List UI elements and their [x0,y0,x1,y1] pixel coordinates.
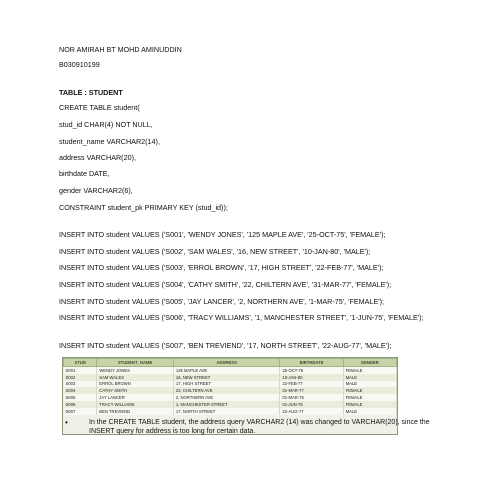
table-cell: S001 [64,367,97,374]
column-header: GENDER [343,359,396,367]
create-line: gender VARCHAR2(6), [59,186,133,195]
table-cell: 25-OCT-75 [280,367,343,374]
table-cell: 125 MAPLE AVE [173,367,280,374]
table-header-row [64,359,397,367]
insert-line: INSERT INTO student VALUES ('S003', 'ERROL BROWN', '17, HIGH STREET', '22-FEB-77', 'MALE'); [59,263,384,272]
table-cell: CATHY SMITH [97,387,174,394]
table-cell: S007 [64,408,97,415]
create-line: student_name VARCHAR2(14), [59,137,160,146]
table-cell: 1, MANCHESTER STREET [173,401,280,408]
column-header: ADDRESS [173,359,280,367]
insert-line: INSERT INTO student VALUES ('S005', 'JAY LANCER', '2, NORTHERN AVE', '1-MAR-75', 'FEMALE'); [59,297,385,306]
table-cell: 22-AUG-77 [280,408,343,415]
table-cell: WENDY JONES [97,367,174,374]
table-cell: 17, HIGH STREET [173,381,280,388]
student-id: B030910199 [59,60,100,69]
column-header: BIRTHDATE [280,359,343,367]
table-row [64,401,397,408]
table-cell: S002 [64,374,97,381]
table-cell: 31-MAR-77 [280,387,343,394]
insert-line: INSERT INTO student VALUES ('S002', 'SAM WALES', '16, NEW STREET', '10-JAN-80', 'MALE'); [59,247,371,256]
table-cell: MALE [343,408,396,415]
table-row [64,374,397,381]
table-cell: MALE [343,374,396,381]
table-cell: S004 [64,387,97,394]
table-cell: TRACY WILLIAMS [97,401,174,408]
create-line: address VARCHAR(20), [59,153,136,162]
author-name: NOR AMIRAH BT MOHD AMINUDDIN [59,45,182,54]
table-heading: TABLE : STUDENT [59,88,123,97]
note-text: In the CREATE TABLE student, the address query VARCHAR2 (14) was changed to VARCHAR(20), since the INSERT query for address is too long for certain data. [89,419,430,435]
table-cell: S003 [64,381,97,388]
table-cell: S006 [64,401,97,408]
table-cell: FEMALE [343,394,396,401]
column-header: STUD [64,359,97,367]
note-item [65,418,445,436]
table-cell: 2, NORTHERN AVE [173,394,280,401]
create-line: birthdate DATE, [59,169,110,178]
table-cell: BEN TREVIEND [97,408,174,415]
table-cell: FEMALE [343,367,396,374]
table-row [64,387,397,394]
table-cell: 01-MAR-75 [280,394,343,401]
table-cell: JAY LANCER [97,394,174,401]
table-cell: 16, NEW STREET [173,374,280,381]
table-row [64,381,397,388]
table-cell: SAM WALES [97,374,174,381]
create-line: CONSTRAINT student_pk PRIMARY KEY (stud_id)); [59,203,228,212]
insert-line: INSERT INTO student VALUES ('S004', 'CATHY SMITH', '22, CHILTERN AVE', '31-MAR-77', 'FEMALE'); [59,280,392,289]
insert-line: INSERT INTO student VALUES ('S006', 'TRACY WILLIAMS', '1, MANCHESTER STREET', '1-JUN-75', 'FEMALE'); [59,313,424,322]
table-cell: FEMALE [343,387,396,394]
table-row [64,408,397,415]
table-cell: FEMALE [343,401,396,408]
table-cell: 17, NORTH STREET [173,408,280,415]
insert-line: INSERT INTO student VALUES ('S001', 'WENDY JONES', '125 MAPLE AVE', '25-OCT-75', 'FEMALE'); [59,230,386,239]
table-cell: S005 [64,394,97,401]
column-header: STUDENT_NAME [97,359,174,367]
table-cell: 10-JAN-80 [280,374,343,381]
create-line: CREATE TABLE student( [59,103,140,112]
bullet-icon: • [65,418,68,427]
insert-line: INSERT INTO student VALUES ('S007', 'BEN TREVIEND', '17, NORTH STREET', '22-AUG-77', 'MALE'); [59,341,392,350]
table-row [64,367,397,374]
table-cell: 22-FEB-77 [280,381,343,388]
table-cell: ERROL BROWN [97,381,174,388]
table-row [64,394,397,401]
table-cell: 01-JUN-75 [280,401,343,408]
table-cell: MALE [343,381,396,388]
table-cell: 22, CHILTERN AVE [173,387,280,394]
create-line: stud_id CHAR(4) NOT NULL, [59,120,153,129]
